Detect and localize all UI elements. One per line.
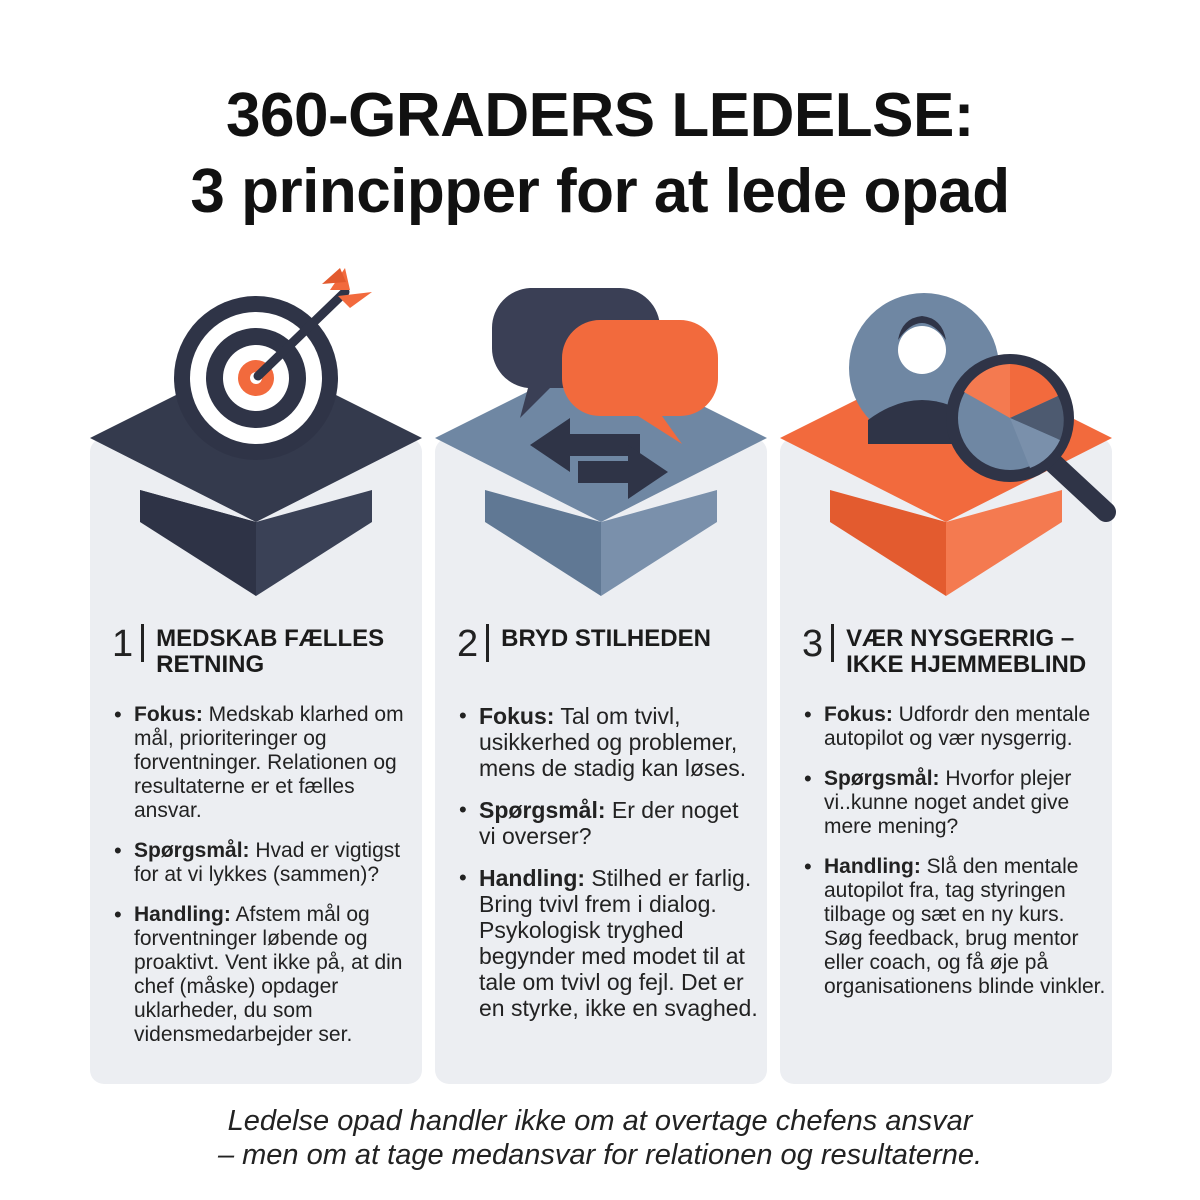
bullet-label: Fokus: [134, 703, 203, 726]
footer-line-2: – men om at tage medansvar for relationen og resultaterne. [217, 1139, 983, 1171]
title-line-1: 360-GRADERS LEDELSE: [226, 81, 974, 150]
bullet-label: Spørgsmål: [479, 797, 606, 823]
bullet-text: Tal om tvivl, usikkerhed og problemer, mens de stadig kan løses. [479, 703, 747, 781]
card-number: 2 [457, 624, 489, 662]
card-number: 1 [112, 624, 144, 662]
card-title: BRYD STILHEDEN [501, 625, 711, 652]
footer-line-1: Ledelse opad handler ikke om at overtage chefens ansvar [227, 1105, 973, 1137]
bullet-label: Handling: [134, 903, 231, 926]
footer-quote [0, 1104, 1200, 1172]
bullet-text: Er der noget vi overser? [479, 797, 739, 849]
bullet-text: Slå den mentale autopilot fra, tag styringen tilbage og sæt en ny kurs. Søg feedback, brug mentor eller coach, og få øje på organisationens blinde vinkler. [824, 855, 1106, 998]
title-line-2: 3 principper for at lede opad [190, 157, 1010, 226]
card-title: MEDSKAB FÆLLES RETNING [156, 625, 385, 678]
bullet-label: Handling: [479, 865, 586, 891]
card-title: VÆR NYSGERRIG – IKKE HJEMMEBLIND [846, 625, 1087, 678]
bullet-label: Spørgsmål: [134, 839, 250, 862]
bullet-label: Handling: [824, 855, 921, 878]
bullet-label: Spørgsmål: [824, 767, 940, 790]
bullet-label: Fokus: [479, 703, 555, 729]
bullet-text: Afstem mål og forventninger løbende og proaktivt. Vent ikke på, at din chef (måske) opdager uklarheder, du som vidensmedarbejder ser. [134, 903, 403, 1046]
bullet-text: Stilhed er farlig. Bring tvivl frem i dialog. Psykologisk tryghed begynder med modet til at tale om tvivl og fejl. Det er en styrke, ikke en svaghed. [479, 865, 758, 1021]
bullet-text: Udfordr den mentale autopilot og vær nysgerrig. [824, 703, 1091, 750]
bullet-text: Medskab klarhed om mål, prioriteringer og forventninger. Relationen og resultaterne er et fælles ansvar. [134, 703, 404, 822]
bullet-label: Fokus: [824, 703, 893, 726]
bullet-text: Hvad er vigtigst for at vi lykkes (sammen)? [134, 839, 401, 886]
bullet-text: Hvorfor plejer vi..kunne noget andet give mere mening? [824, 767, 1072, 838]
card-number: 3 [802, 624, 834, 662]
